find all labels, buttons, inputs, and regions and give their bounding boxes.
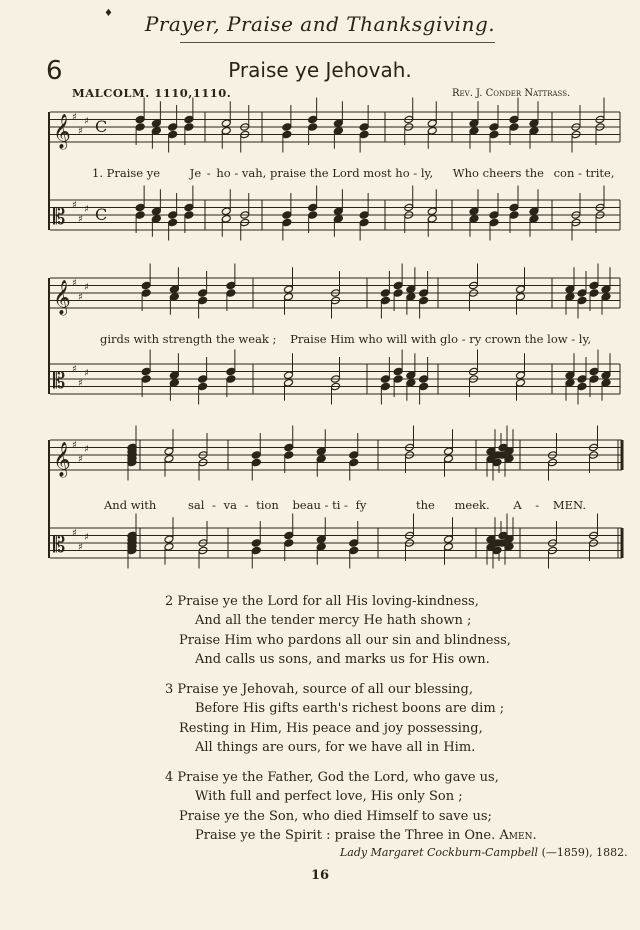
lyric-syllable: trite,	[585, 166, 615, 180]
note-head	[589, 289, 599, 298]
note-head	[419, 296, 429, 305]
note-head	[198, 296, 208, 305]
note-head	[284, 378, 294, 387]
credit-name: Lady Margaret Cockburn-Campbell	[340, 846, 539, 859]
note-head	[577, 296, 587, 305]
note-head	[251, 546, 261, 555]
note-head	[577, 382, 587, 391]
note-head	[516, 378, 526, 387]
note-head	[184, 203, 194, 212]
note-head	[333, 207, 343, 216]
note-head	[151, 119, 161, 128]
c-clef-icon: 𝄡	[53, 533, 66, 558]
note-head	[393, 281, 403, 290]
credit-dates: (—1859), 1882.	[541, 846, 628, 859]
note-head	[359, 123, 369, 132]
note-head	[251, 539, 261, 548]
lyric-syllable: -	[461, 332, 466, 346]
note-head	[427, 119, 437, 128]
note-head	[444, 447, 454, 456]
lyric-syllable: con	[553, 166, 575, 180]
note-head	[141, 375, 151, 384]
time-signature-icon: C	[95, 117, 108, 136]
verse-2	[165, 592, 635, 669]
note-head	[316, 447, 326, 456]
lyric-syllable: -	[212, 498, 216, 512]
sharp-icon: ♯	[84, 116, 89, 127]
note-head	[419, 375, 429, 384]
note-head	[565, 371, 575, 380]
note-head	[601, 292, 611, 301]
note-head	[516, 285, 526, 294]
sharp-icon: ♯	[78, 126, 83, 137]
note-head	[282, 211, 292, 220]
note-head	[393, 289, 403, 298]
lyric-syllable: -	[413, 166, 418, 180]
c-clef-icon: 𝄡	[53, 205, 66, 230]
note-head	[406, 371, 416, 380]
note-head	[168, 130, 178, 139]
note-head	[184, 123, 194, 132]
hymn-number: 6	[46, 56, 63, 86]
lyric-syllable: ho	[216, 166, 231, 180]
note-head	[164, 542, 174, 551]
lyric-syllable: fy	[355, 498, 367, 512]
note-head	[184, 115, 194, 124]
note-head	[226, 375, 236, 384]
sharp-icon: ♯	[72, 278, 77, 289]
lyric-syllable: va	[223, 498, 237, 512]
note-head	[316, 542, 326, 551]
note-head	[469, 207, 479, 216]
note-head	[380, 289, 390, 298]
note-head	[135, 115, 145, 124]
note-head	[284, 531, 294, 540]
note-head	[565, 292, 575, 301]
verse-line: With full and perfect love, His only Son ;	[195, 789, 463, 805]
note-head	[308, 211, 318, 220]
note-head	[226, 367, 236, 376]
note-head	[406, 292, 416, 301]
note-head	[135, 123, 145, 132]
lyric-syllable: -	[344, 498, 348, 512]
note-head	[469, 119, 479, 128]
lyric-syllable: ly,	[420, 166, 434, 180]
note-head	[141, 281, 151, 290]
note-head	[393, 367, 403, 376]
note-head	[333, 214, 343, 223]
lyric-line-3	[104, 498, 586, 512]
lyric-line-2	[100, 332, 591, 346]
note-head	[169, 292, 179, 301]
note-head	[169, 285, 179, 294]
note-head	[529, 207, 539, 216]
note-head	[406, 378, 416, 387]
note-head	[226, 289, 236, 298]
note-head	[284, 443, 294, 452]
note-head	[284, 451, 294, 460]
sharp-icon: ♯	[84, 532, 89, 543]
note-head	[349, 451, 359, 460]
lyric-syllable: vah, praise the Lord most ho	[241, 166, 410, 180]
lyric-syllable: Praise Him who will with glo	[290, 332, 459, 346]
note-head	[308, 115, 318, 124]
note-head	[427, 207, 437, 216]
lyric-syllable: ry crown the low	[469, 332, 568, 346]
c-clef-icon: 𝄡	[53, 369, 66, 394]
verse-4	[165, 768, 635, 845]
lyric-syllable: And with	[104, 498, 157, 512]
sharp-icon: ♯	[84, 282, 89, 293]
note-head	[168, 123, 178, 132]
note-head	[349, 539, 359, 548]
lyric-syllable: -	[234, 166, 239, 180]
lyric-syllable: -	[324, 498, 329, 512]
note-head	[359, 211, 369, 220]
amen-label: Amen.	[499, 827, 537, 843]
verse-line: Praise ye the Spirit : praise the Three in One. Amen.	[195, 827, 537, 843]
verse-3	[165, 680, 635, 757]
treble-clef-icon: 𝄞	[53, 114, 71, 149]
lyric-syllable: sal	[187, 498, 205, 512]
verse-line: And calls us sons, and marks us for His own.	[195, 651, 490, 667]
note-head	[427, 126, 437, 135]
note-head	[164, 535, 174, 544]
sharp-icon: ♯	[72, 200, 77, 211]
lyric-line-1	[92, 166, 614, 180]
note-head	[164, 447, 174, 456]
note-head	[577, 289, 587, 298]
note-head	[380, 296, 390, 305]
note-head	[308, 123, 318, 132]
note-head	[221, 207, 231, 216]
note-head	[349, 458, 359, 467]
note-head	[284, 539, 294, 548]
note-head	[141, 367, 151, 376]
note-head	[251, 451, 261, 460]
sharp-icon: ♯	[78, 454, 83, 465]
note-head	[251, 458, 261, 467]
note-head	[284, 285, 294, 294]
note-head	[333, 126, 343, 135]
note-head	[141, 289, 151, 298]
note-head	[444, 454, 454, 463]
lyric-syllable: A	[513, 498, 522, 512]
note-head	[489, 211, 499, 220]
tune-name: MALCOLM. 1110,1110.	[72, 86, 232, 100]
verse-line: 4 Praise ye the Father, God the Lord, who gave us,	[165, 770, 499, 785]
verse-number: 3	[165, 682, 174, 697]
lyric-syllable: meek.	[454, 498, 490, 512]
verse-line: And all the tender mercy He hath shown ;	[195, 613, 472, 629]
note-head	[427, 214, 437, 223]
verse-line: Praise ye the Son, who died Himself to save us;	[179, 808, 492, 824]
note-head	[284, 292, 294, 301]
note-head	[308, 203, 318, 212]
lyric-syllable: Je	[189, 166, 202, 180]
note-head	[164, 454, 174, 463]
lyric-syllable: 1. Praise ye	[92, 166, 161, 180]
note-head	[151, 214, 161, 223]
note-head	[282, 218, 292, 227]
verse-number: 4	[165, 770, 174, 785]
note-head	[419, 289, 429, 298]
note-head	[198, 375, 208, 384]
note-head	[168, 218, 178, 227]
note-head	[151, 207, 161, 216]
note-head	[444, 535, 454, 544]
note-head	[184, 211, 194, 220]
lyric-syllable: -	[244, 498, 249, 512]
lyric-syllable: MEN.	[552, 498, 586, 512]
note-head	[393, 375, 403, 384]
note-head	[226, 281, 236, 290]
note-head	[509, 115, 519, 124]
treble-clef-icon: 𝄞	[53, 280, 71, 315]
note-head	[316, 535, 326, 544]
page-mark: ♦	[104, 8, 113, 19]
note-head	[359, 130, 369, 139]
sharp-icon: ♯	[84, 368, 89, 379]
lyric-syllable: the	[416, 498, 435, 512]
note-head	[198, 289, 208, 298]
note-head	[489, 218, 499, 227]
note-head	[221, 214, 231, 223]
note-head	[529, 119, 539, 128]
note-head	[419, 382, 429, 391]
verse-line: All things are ours, for we have all in Him.	[195, 739, 476, 755]
note-head	[529, 126, 539, 135]
page-header: Prayer, Praise and Thanksgiving.	[144, 12, 496, 36]
note-head	[169, 371, 179, 380]
note-head	[349, 546, 359, 555]
lyric-syllable: Who cheers the	[452, 166, 544, 180]
lyric-syllable: ly,	[578, 332, 592, 346]
note-head	[151, 126, 161, 135]
sharp-icon: ♯	[78, 542, 83, 553]
verse-line: Praise Him who pardons all our sin and blindness,	[179, 632, 511, 648]
note-head	[169, 378, 179, 387]
note-head	[529, 214, 539, 223]
note-head	[589, 367, 599, 376]
note-head	[135, 203, 145, 212]
note-head	[489, 130, 499, 139]
note-head	[577, 375, 587, 384]
note-head	[380, 375, 390, 384]
verse-line: 3 Praise ye Jehovah, source of all our blessing,	[165, 682, 474, 697]
note-head	[198, 382, 208, 391]
note-head	[601, 378, 611, 387]
note-head	[168, 211, 178, 220]
note-head	[135, 211, 145, 220]
hymn-title: Praise ye Jehovah.	[228, 58, 412, 82]
lyric-syllable: -	[206, 166, 211, 180]
lyric-syllable: girds with strength the weak ;	[100, 332, 277, 346]
note-head	[284, 371, 294, 380]
lyric-syllable: beau	[292, 498, 321, 512]
note-head	[282, 130, 292, 139]
note-head	[282, 123, 292, 132]
lyric-syllable: -	[535, 498, 540, 512]
note-head	[221, 126, 231, 135]
note-head	[565, 378, 575, 387]
note-head	[406, 285, 416, 294]
page-number: 16	[310, 868, 330, 883]
note-head	[601, 285, 611, 294]
note-head	[469, 214, 479, 223]
note-head	[489, 123, 499, 132]
verse-line: Before His gifts earth's richest boons are dim ;	[195, 701, 505, 717]
lyric-syllable: -	[571, 332, 576, 346]
sharp-icon: ♯	[72, 528, 77, 539]
note-head	[509, 123, 519, 132]
note-head	[601, 371, 611, 380]
sharp-icon: ♯	[72, 440, 77, 451]
note-head	[509, 203, 519, 212]
sharp-icon: ♯	[78, 292, 83, 303]
sharp-icon: ♯	[84, 444, 89, 455]
lyric-syllable: ti	[332, 498, 341, 512]
note-head	[516, 292, 526, 301]
sharp-icon: ♯	[72, 364, 77, 375]
hymn-author: Rev. J. Conder Nattrass.	[452, 88, 571, 99]
sharp-icon: ♯	[78, 378, 83, 389]
sharp-icon: ♯	[78, 214, 83, 225]
sharp-icon: ♯	[84, 204, 89, 215]
note-head	[516, 371, 526, 380]
note-head	[589, 375, 599, 384]
note-head	[333, 119, 343, 128]
treble-clef-icon: 𝄞	[53, 442, 71, 477]
sharp-icon: ♯	[72, 112, 77, 123]
credit-line	[340, 846, 628, 859]
verse-line: 2 Praise ye the Lord for all His loving-kindness,	[165, 594, 479, 609]
note-head	[589, 281, 599, 290]
note-head	[316, 454, 326, 463]
note-head	[359, 218, 369, 227]
note-head	[509, 211, 519, 220]
time-signature-icon: C	[95, 205, 108, 224]
note-head	[221, 119, 231, 128]
verse-line: Resting in Him, His peace and joy possessing,	[179, 720, 483, 736]
note-head	[469, 126, 479, 135]
lyric-syllable: tion	[256, 498, 279, 512]
note-head	[444, 542, 454, 551]
lyric-syllable: -	[578, 166, 582, 180]
note-head	[565, 285, 575, 294]
verse-number: 2	[165, 594, 174, 609]
note-head	[380, 382, 390, 391]
